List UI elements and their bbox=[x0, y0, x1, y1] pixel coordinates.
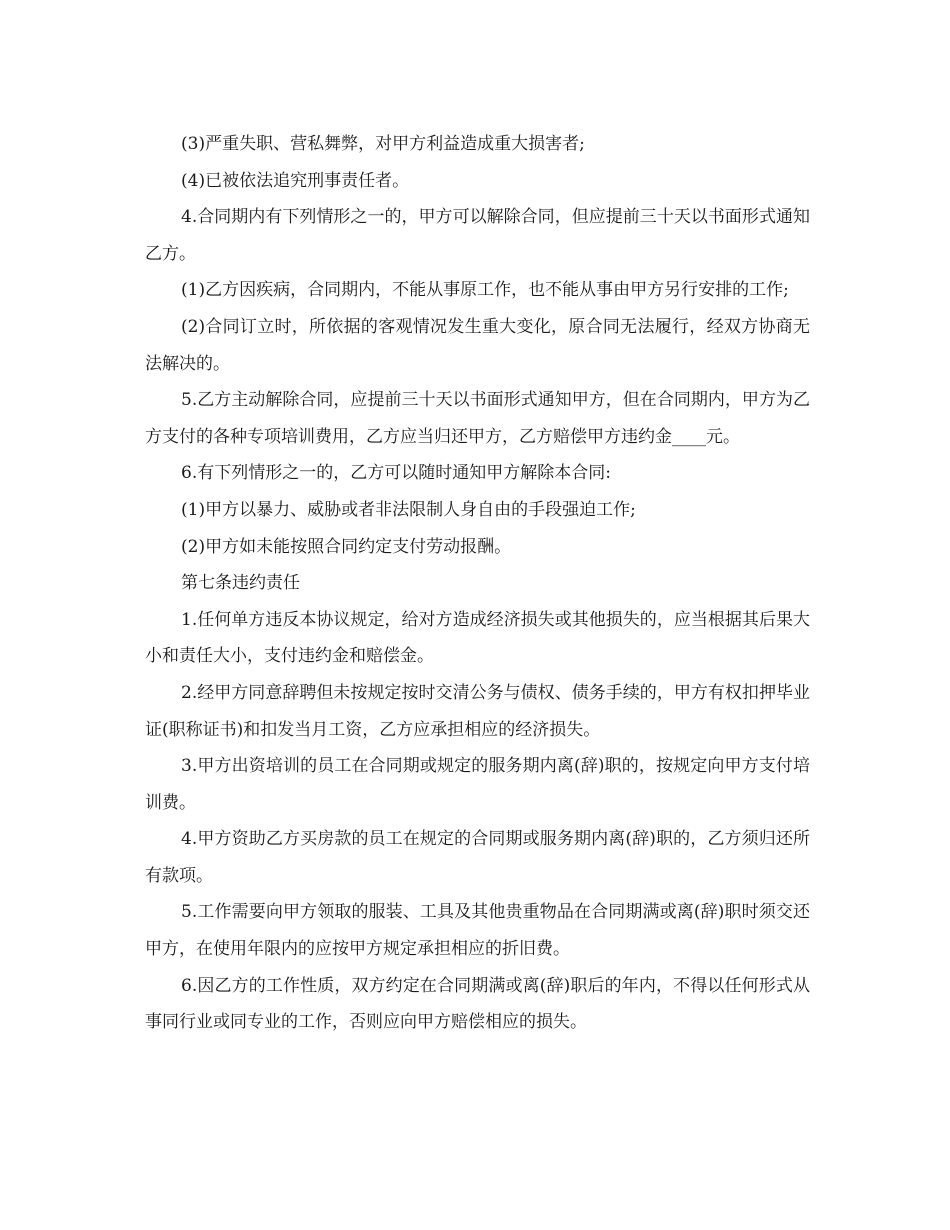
document-body bbox=[145, 126, 810, 1041]
clause-3-3: (3)严重失职、营私舞弊，对甲方利益造成重大损害者; bbox=[181, 134, 585, 154]
clause-4-1: (1)乙方因疾病，合同期内，不能从事原工作，也不能从事由甲方另行安排的工作; bbox=[181, 280, 789, 301]
liability-clause-1: 1.任何单方违反本协议规定，给对方造成经济损失或其他损失的，应当根据其后果大小和责任大小，支付违约金和赔偿金。 bbox=[145, 609, 810, 667]
clause-6: 6.有下列情形之一的，乙方可以随时通知甲方解除本合同: bbox=[181, 463, 611, 484]
clause-3-4: (4)已被依法追究刑事责任者。 bbox=[181, 170, 410, 191]
section-heading-article-7: 第七条违约责任 bbox=[181, 573, 300, 594]
liability-clause-2: 2.经甲方同意辞聘但未按规定按时交清公务与债权、债务手续的，甲方有权扣押毕业证(职称证书)和扣发当月工资，乙方应承担相应的经济损失。 bbox=[145, 682, 810, 740]
liability-clause-4: 4.甲方资助乙方买房款的员工在规定的合同期或服务期内离(辞)职的，乙方须归还所有款项。 bbox=[145, 829, 810, 886]
liability-clause-6: 6.因乙方的工作性质，双方约定在合同期满或离(辞)职后的年内，不得以任何形式从事同行业或同专业的工作，否则应向甲方赔偿相应的损失。 bbox=[145, 975, 810, 1033]
liability-clause-3: 3.甲方出资培训的员工在合同期或规定的服务期内离(辞)职的，按规定向甲方支付培训费。 bbox=[145, 756, 810, 813]
clause-5: 5.乙方主动解除合同，应提前三十天以书面形式通知甲方，但在合同期内，甲方为乙方支付的各种专项培训费用，乙方应当归还甲方，乙方赔偿甲方违约金____元。 bbox=[145, 390, 810, 447]
clause-4-2: (2)合同订立时，所依据的客观情况发生重大变化，原合同无法履行，经双方协商无法解决的。 bbox=[145, 316, 810, 374]
clause-4: 4.合同期内有下列情形之一的，甲方可以解除合同，但应提前三十天以书面形式通知乙方。 bbox=[145, 207, 810, 264]
clause-6-1: (1)甲方以暴力、威胁或者非法限制人身自由的手段强迫工作; bbox=[181, 499, 636, 520]
liability-clause-5: 5.工作需要向甲方领取的服装、工具及其他贵重物品在合同期满或离(辞)职时须交还甲方，在使用年限内的应按甲方规定承担相应的折旧费。 bbox=[145, 902, 810, 960]
clause-6-2: (2)甲方如未能按照合同约定支付劳动报酬。 bbox=[181, 536, 512, 557]
